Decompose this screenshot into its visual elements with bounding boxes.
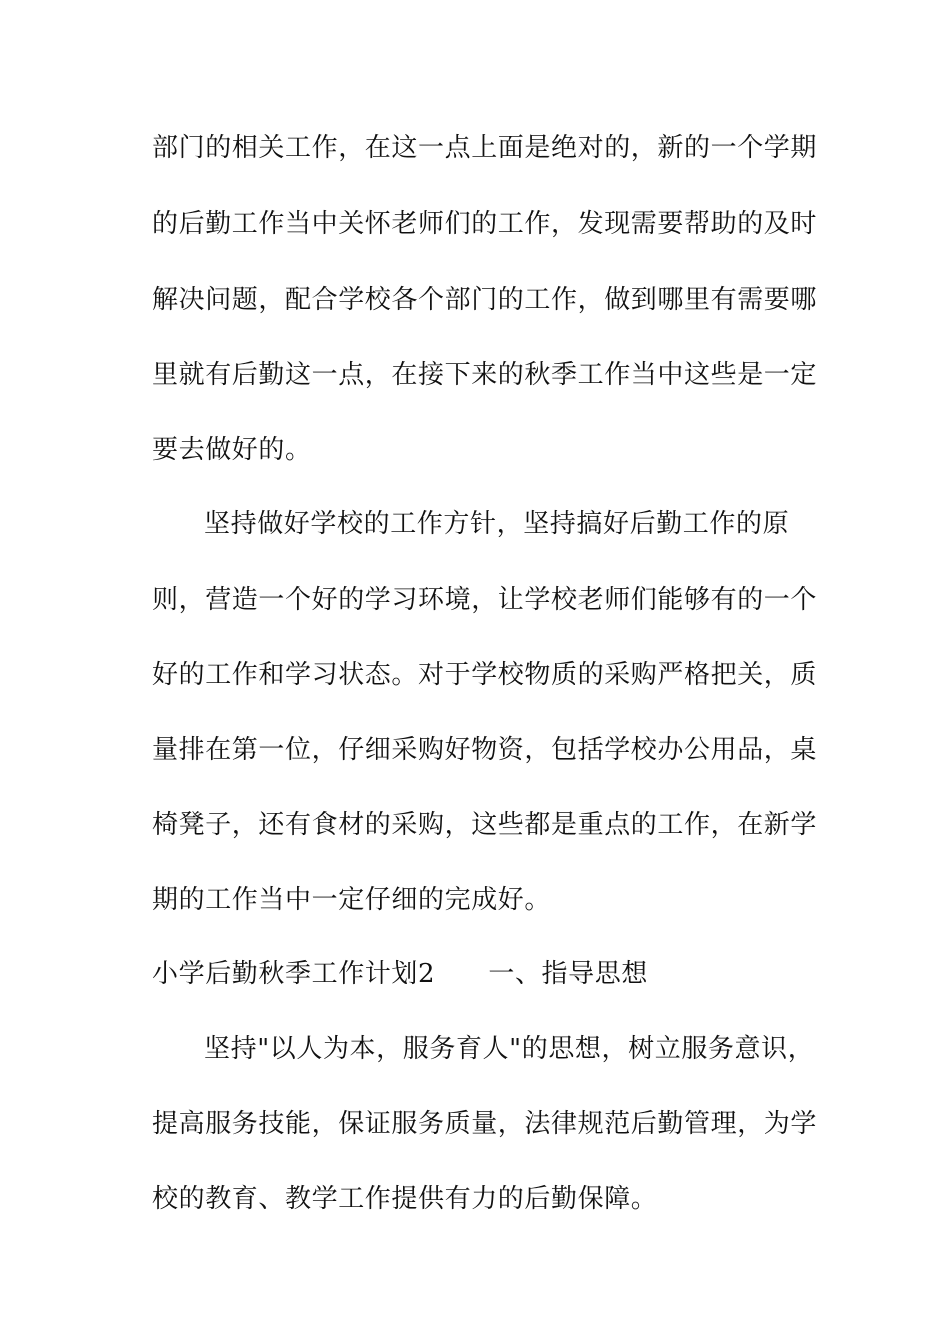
paragraph-1-line-4: 里就有后勤这一点，在接下来的秋季工作当中这些是一定 xyxy=(152,360,818,390)
paragraph-1-line-2: 的后勤工作当中关怀老师们的工作，发现需要帮助的及时 xyxy=(152,209,818,239)
paragraph-2-line-3: 好的工作和学习状态。对于学校物质的采购严格把关，质 xyxy=(152,660,818,690)
paragraph-2-line-4: 量排在第一位，仔细采购好物资，包括学校办公用品，桌 xyxy=(152,735,818,765)
paragraph-1-line-1: 部门的相关工作，在这一点上面是绝对的，新的一个学期 xyxy=(152,133,818,163)
paragraph-2-line-5: 椅凳子，还有食材的采购，这些都是重点的工作，在新学 xyxy=(152,810,818,840)
paragraph-2-line-1: 坚持做好学校的工作方针，坚持搞好后勤工作的原 xyxy=(204,509,790,539)
paragraph-1-line-5: 要去做好的。 xyxy=(152,435,312,465)
paragraph-3-line-3: 校的教育、教学工作提供有力的后勤保障。 xyxy=(152,1184,658,1214)
section-heading: 小学后勤秋季工作计划2 一、指导思想 xyxy=(152,959,648,989)
paragraph-1-line-3: 解决问题，配合学校各个部门的工作，做到哪里有需要哪 xyxy=(152,285,818,315)
paragraph-2-line-2: 则，营造一个好的学习环境，让学校老师们能够有的一个 xyxy=(152,585,818,615)
paragraph-2-line-6: 期的工作当中一定仔细的完成好。 xyxy=(152,885,552,915)
paragraph-3-line-2: 提高服务技能，保证服务质量，法律规范后勤管理，为学 xyxy=(152,1109,818,1139)
paragraph-3-line-1: 坚持"以人为本，服务育人"的思想，树立服务意识， xyxy=(204,1034,815,1064)
